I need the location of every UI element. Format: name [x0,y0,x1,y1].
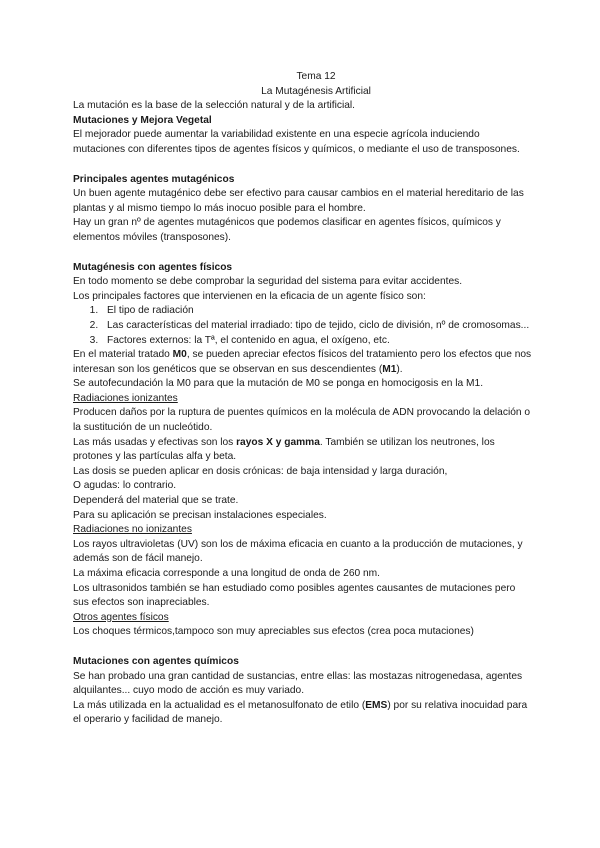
spacer [73,246,533,261]
intro-text: La mutación es la base de la selección natural y de la artificial. [73,100,356,112]
quim-text-c: ) por su relativa inocuidad para el operario y facilidad de manejo. [73,699,528,726]
list-item: 3. Factores externos: la Tª, el contenido en agua, el oxígeno, etc. [101,334,533,349]
fisicos-paragraph-1: En todo momento se debe comprobar la seguridad del sistema para evitar accidentes. [73,276,463,288]
fisicos-paragraph-2: Los principales factores que intervienen en la eficacia de un agente físico son: [73,290,426,302]
m0-text-e: ). [396,363,403,375]
topic-number: Tema 12 [296,71,336,82]
ionizantes-paragraph-5: Dependerá del material que se trate. [73,495,239,507]
m1-label: M1 [382,363,397,375]
factors-list [73,304,533,348]
agentes-paragraph-1: Un buen agente mutagénico debe ser efectivo para causar cambios en el material hereditario de las plantas y al mismo tiempo lo más inocuo posible para el hombre. [73,188,524,214]
ionizantes-paragraph-2 [73,436,533,465]
no-ionizantes-paragraph-2: La máxima eficacia corresponde a una longitud de onda de 260 nm. [73,568,380,579]
quimicos-paragraph-2 [73,699,533,728]
subheading-otros: Otros agentes físicos [73,611,169,623]
otros-paragraph-1: Los choques térmicos,tampoco son muy apreciables sus efectos (crea poca mutaciones) [73,626,474,638]
spacer [73,640,533,655]
ion-text-a: Las más usadas y efectivas son los [73,436,237,448]
m0-label: M0 [172,349,187,361]
m0-paragraph [73,348,533,377]
no-ionizantes-paragraph-3: Los ultrasonidos también se han estudiado como posibles agentes causantes de mutaciones pero sus efectos son inapreciables. [73,582,516,609]
list-item: 2. Las características del material irradiado: tipo de tejido, ciclo de división, nº de cromosomas... [101,319,533,334]
document-title: La Mutagénesis Artificial [261,85,371,97]
section-heading-agentes: Principales agentes mutagénicos [73,173,235,185]
autofecundacion-paragraph: Se autofecundación la M0 para que la mutación de M0 se ponga en homocigosis en la M1. [73,378,484,390]
subheading-ionizantes: Radiaciones ionizantes [73,392,178,404]
list-item: 1. El tipo de radiación [101,304,533,319]
ionizantes-paragraph-1: Producen daños por la ruptura de puentes químicos en la molécula de ADN provocando la delación o la sustitución de un nucleótido. [73,407,531,434]
quimicos-paragraph-1: Se han probado una gran cantidad de sustancias, entre ellas: las mostazas nitrogenedasa, agentes alquilantes... cuyo modo de acción es muy variado. [73,670,523,697]
document-page [73,70,533,728]
ion-text-c: . También se utilizan los neutrones, los protones y las partículas alfa y beta. [73,436,495,463]
section-heading-mejora: Mutaciones y Mejora Vegetal [73,114,212,126]
subheading-no-ionizantes: Radiaciones no ionizantes [73,524,192,536]
ionizantes-paragraph-6: Para su aplicación se precisan instalaciones especiales. [73,509,327,521]
ionizantes-paragraph-4: O agudas: lo contrario. [73,480,177,492]
ionizantes-paragraph-3: Las dosis se pueden aplicar en dosis crónicas: de baja intensidad y larga duración, [73,465,448,477]
m0-text-a: En el material tratado [73,349,173,361]
section-heading-fisicos: Mutagénesis con agentes físicos [73,261,233,273]
section-text-mejora: El mejorador puede aumentar la variabilidad existente en una especie agrícola induciendo mutaciones con diferentes tipos de agentes físicos y químicos, o mediante el uso de transposones. [73,129,520,155]
quim-text-a: La más utilizada en la actualidad es el metanosulfonato de etilo ( [73,699,366,711]
agentes-paragraph-2: Hay un gran nº de agentes mutagénicos que podemos clasificar en agentes físicos, químicos y elementos móviles (transposones). [73,217,501,243]
m0-text-c: , se pueden apreciar efectos físicos del tratamiento pero los efectos que nos interesan son los genéticos que se observan en sus descendientes ( [73,349,532,375]
section-heading-quimicos: Mutaciones con agentes químicos [73,655,239,667]
ems-label: EMS [365,699,388,711]
spacer [73,158,533,173]
no-ionizantes-paragraph-1: Los rayos ultravioletas (UV) son los de máxima eficacia en cuanto a la producción de mutaciones, y además son de fácil manejo. [73,538,523,565]
rayos-label: rayos X y gamma [236,436,320,448]
